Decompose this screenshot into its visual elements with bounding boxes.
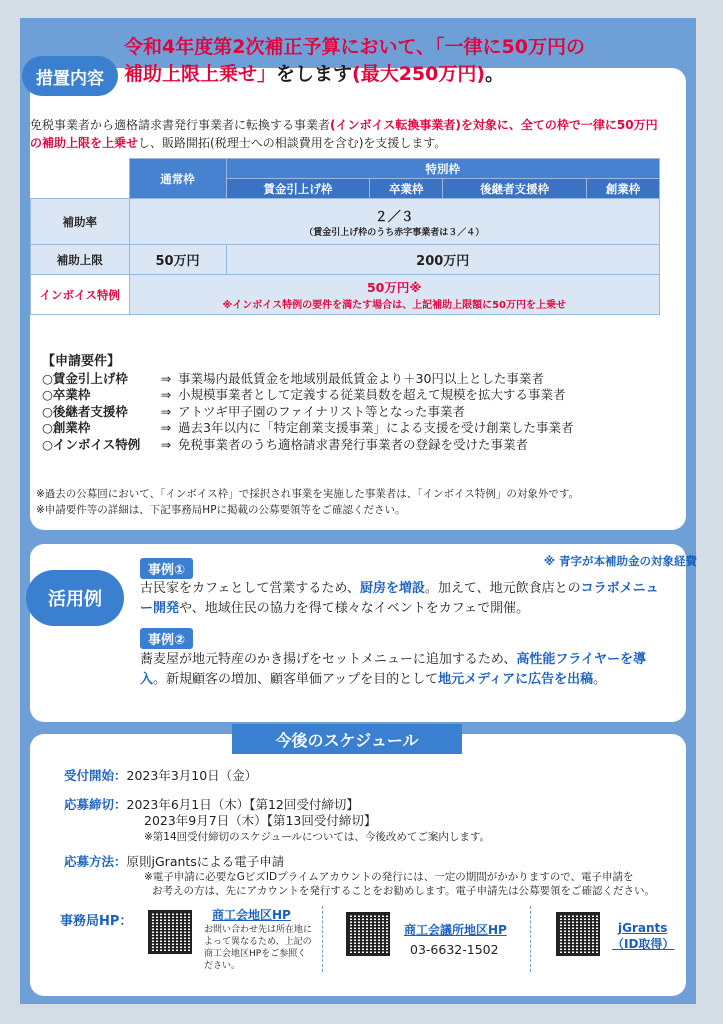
limit-normal: 50万円 xyxy=(129,245,226,275)
divider xyxy=(530,906,532,972)
rate-value: ２／３ xyxy=(374,209,414,225)
title-line-1: 令和4年度第2次補正予算において、「一律に50万円の xyxy=(124,36,586,58)
title-part-b: をします xyxy=(276,63,353,85)
start-line: 受付開始：2023年3月10日（金） xyxy=(64,768,258,783)
measures-tag: 措置内容 xyxy=(22,56,118,96)
commerce-association-link[interactable]: 商工会地区HP xyxy=(212,908,291,922)
subsidy-table xyxy=(30,158,660,315)
c2-phone: 03-6632-1502 xyxy=(410,942,499,957)
case-1-tag: 事例① xyxy=(140,558,193,579)
intro-part-1: 免税事業者から適格請求書発行事業者に転換する事業者 xyxy=(30,118,331,132)
schedule-title: 今後のスケジュール xyxy=(232,724,462,754)
title-part-d: 。 xyxy=(485,63,505,85)
qr-code-icon[interactable] xyxy=(148,910,192,954)
row-limit-label: 補助上限 xyxy=(31,245,130,275)
requirement-item: ○創業枠 ⇒ 過去3年以内に「特定創業支援事業」による支援を受け創業した事業者 xyxy=(42,420,574,435)
note-2: ※申請要件等の詳細は、下記事務局HPに掲載の公募要領等をご確認ください。 xyxy=(36,504,406,516)
col-wage: 賃金引上げ枠 xyxy=(226,179,370,199)
title-part-c: (最大250万円) xyxy=(352,63,486,85)
requirement-item: ○卒業枠 ⇒ 小規模事業者として定義する従業員数を超えて規模を拡大する事業者 xyxy=(42,387,566,402)
requirement-item: ○インボイス特例 ⇒ 免税事業者のうち適格請求書発行事業者の登録を受けた事業者 xyxy=(42,436,529,452)
col-normal: 通常枠 xyxy=(129,159,226,199)
invoice-value: 50万円※ xyxy=(366,280,422,295)
chamber-of-commerce-link[interactable]: 商工会議所地区HP xyxy=(404,923,507,937)
deadline-note: ※第14回受付締切のスケジュールについては、今後改めてご案内します。 xyxy=(144,831,490,843)
requirement-notes xyxy=(36,486,666,518)
col-startup: 創業枠 xyxy=(586,179,659,199)
invoice-note: ※インボイス特例の要件を満たす場合は、上記補助上限額に50万円を上乗せ xyxy=(222,300,567,311)
qr-code-icon[interactable] xyxy=(346,912,390,956)
row-invoice-value xyxy=(129,275,660,315)
title-line-2 xyxy=(124,61,664,88)
method-line: 応募方法：原則jGrantsによる電子申請 xyxy=(64,854,285,869)
row-invoice-label: インボイス特例 xyxy=(31,275,130,315)
requirements xyxy=(42,354,642,453)
intro-part-2: (インボイス転換事業者)を対象に、全ての枠で一律に50万円の補助上限を上乗せ xyxy=(30,118,658,150)
examples-card xyxy=(30,544,686,722)
blue-note: ※ 青字が本補助金の対象経費 xyxy=(543,554,697,568)
qr-code-icon[interactable] xyxy=(556,912,600,956)
case-2-tag: 事例② xyxy=(140,628,193,649)
c1-note: お問い合わせ先は所在地によって異なるため、上記の商工会地区HPをご参照ください。 xyxy=(204,925,313,971)
case-1-text: 古民家をカフェとして営業するため、厨房を増設。加えて、地元飲食店とのコラボメニュー開発や、地域住民の協力を得て様々なイベントをカフェで開催。 xyxy=(140,581,659,616)
intro-text xyxy=(30,116,660,152)
row-rate-value xyxy=(129,199,660,245)
jgrants-id-link[interactable]: （ID取得） xyxy=(612,937,675,951)
office-hp-label: 事務局HP： xyxy=(60,914,133,929)
title-part-a: 補助上限上乗せ」 xyxy=(124,63,277,85)
examples-tag: 活用例 xyxy=(26,570,124,626)
col-special: 特別枠 xyxy=(226,159,660,179)
deadline-line: 応募締切：2023年6月1日（木）【第12回受付締切】 xyxy=(64,797,359,812)
col-successor: 後継者支援枠 xyxy=(443,179,587,199)
jgrants-link[interactable]: jGrants xyxy=(618,921,668,935)
col-graduation: 卒業枠 xyxy=(370,179,443,199)
page-title xyxy=(124,34,664,88)
intro-part-3: し、販路開拓(税理士への相談費用を含む)を支援します。 xyxy=(138,136,447,150)
requirement-item: ○後継者支援枠 ⇒ アトツギ甲子園のファイナリスト等となった事業者 xyxy=(42,403,466,419)
requirements-heading: 【申請要件】 xyxy=(42,354,121,369)
limit-special: 200万円 xyxy=(226,245,660,275)
rate-note: （賃金引上げ枠のうち赤字事業者は３／４） xyxy=(304,227,485,238)
divider xyxy=(322,906,324,972)
case-2-text: 蕎麦屋が地元特産のかき揚げをセットメニューに追加するため、高性能フライヤーを導入。新規顧客の増加、顧客単価アップを目的として地元メディアに広告を出稿。 xyxy=(140,652,646,687)
method-note-1: ※電子申請に必要なGビズIDプライムアカウントの発行には、一定の期間がかかりますので、電子申請を xyxy=(144,871,634,883)
note-1: ※過去の公募回において、「インボイス枠」で採択され事業を実施した事業者は、「インボイス特例」の対象外です。 xyxy=(36,488,580,500)
method-note-2: お考えの方は、先にアカウントを発行することをお勧めします。電子申請先は公募要領をご確認ください。 xyxy=(152,885,656,897)
deadline-line-2: 2023年9月7日（木）【第13回受付締切】 xyxy=(144,813,377,828)
row-rate-label: 補助率 xyxy=(31,199,130,245)
requirement-item: ○賃金引上げ枠 ⇒ 事業場内最低賃金を地域別最低賃金より＋30円以上とした事業者 xyxy=(42,370,544,386)
